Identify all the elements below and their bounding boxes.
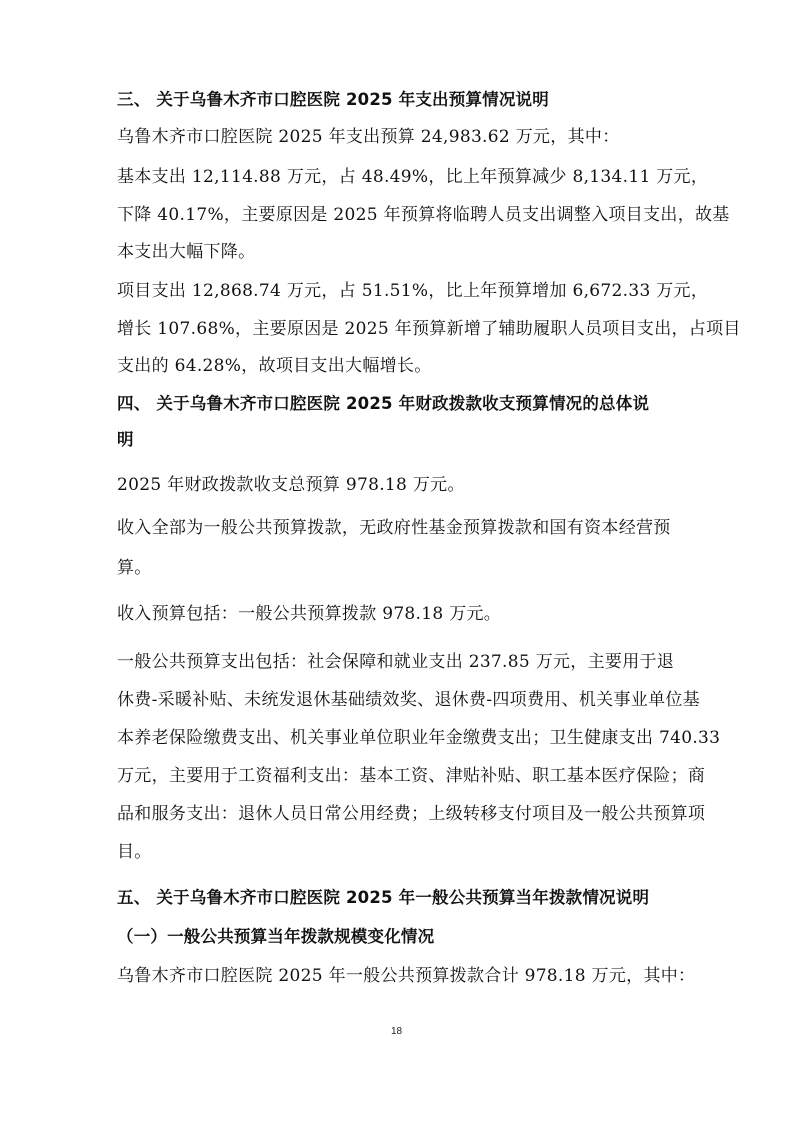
income-composition-line-2: 算。 bbox=[117, 558, 152, 578]
basic-expenditure-line-3: 本支出大幅下降。 bbox=[117, 242, 256, 262]
public-expenditure-line-3: 本养老保险缴费支出、机关事业单位职业年金缴费支出；卫生健康支出 740.33 bbox=[117, 728, 721, 748]
section-4-heading-line-1: 四、 关于乌鲁木齐市口腔医院 2025 年财政拨款收支预算情况的总体说 bbox=[117, 394, 650, 413]
public-expenditure-line-1: 一般公共预算支出包括：社会保障和就业支出 237.85 万元，主要用于退 bbox=[117, 652, 675, 672]
page-number: 18 bbox=[390, 1026, 403, 1037]
fiscal-total-budget: 2025 年财政拨款收支总预算 978.18 万元。 bbox=[117, 475, 465, 495]
public-expenditure-line-6: 目。 bbox=[117, 842, 152, 862]
basic-expenditure-line-2: 下降 40.17%，主要原因是 2025 年预算将临聘人员支出调整入项目支出，故基 bbox=[117, 205, 730, 225]
section-3-heading: 三、 关于乌鲁木齐市口腔医院 2025 年支出预算情况说明 bbox=[117, 90, 549, 109]
project-expenditure-line-1: 项目支出 12,868.74 万元，占 51.51%，比上年预算增加 6,672.33 万元， bbox=[117, 281, 709, 301]
income-composition-line-1: 收入全部为一般公共预算拨款，无政府性基金预算拨款和国有资本经营预 bbox=[117, 518, 671, 538]
project-expenditure-line-2: 增长 107.68%，主要原因是 2025 年预算新增了辅助履职人员项目支出，占项目 bbox=[117, 319, 741, 339]
section-5-heading: 五、 关于乌鲁木齐市口腔医院 2025 年一般公共预算当年拨款情况说明 bbox=[117, 888, 650, 907]
section-5-intro: 乌鲁木齐市口腔医院 2025 年一般公共预算拨款合计 978.18 万元，其中： bbox=[117, 966, 696, 986]
basic-expenditure-line-1: 基本支出 12,114.88 万元，占 48.49%，比上年预算减少 8,134.11 万元， bbox=[117, 167, 709, 187]
section-5-subheading: （一）一般公共预算当年拨款规模变化情况 bbox=[117, 927, 435, 946]
public-expenditure-line-2: 休费-采暖补贴、未统发退休基础绩效奖、退休费-四项费用、机关事业单位基 bbox=[117, 690, 700, 710]
income-budget: 收入预算包括：一般公共预算拨款 978.18 万元。 bbox=[117, 604, 502, 624]
public-expenditure-line-4: 万元，主要用于工资福利支出：基本工资、津贴补贴、职工基本医疗保险；商 bbox=[117, 766, 706, 786]
section-4-heading-line-2: 明 bbox=[117, 430, 134, 449]
project-expenditure-line-3: 支出的 64.28%，故项目支出大幅增长。 bbox=[117, 356, 432, 376]
public-expenditure-line-5: 品和服务支出：退休人员日常公用经费；上级转移支付项目及一般公共预算项 bbox=[117, 804, 706, 824]
section-3-intro: 乌鲁木齐市口腔医院 2025 年支出预算 24,983.62 万元，其中： bbox=[117, 127, 620, 147]
